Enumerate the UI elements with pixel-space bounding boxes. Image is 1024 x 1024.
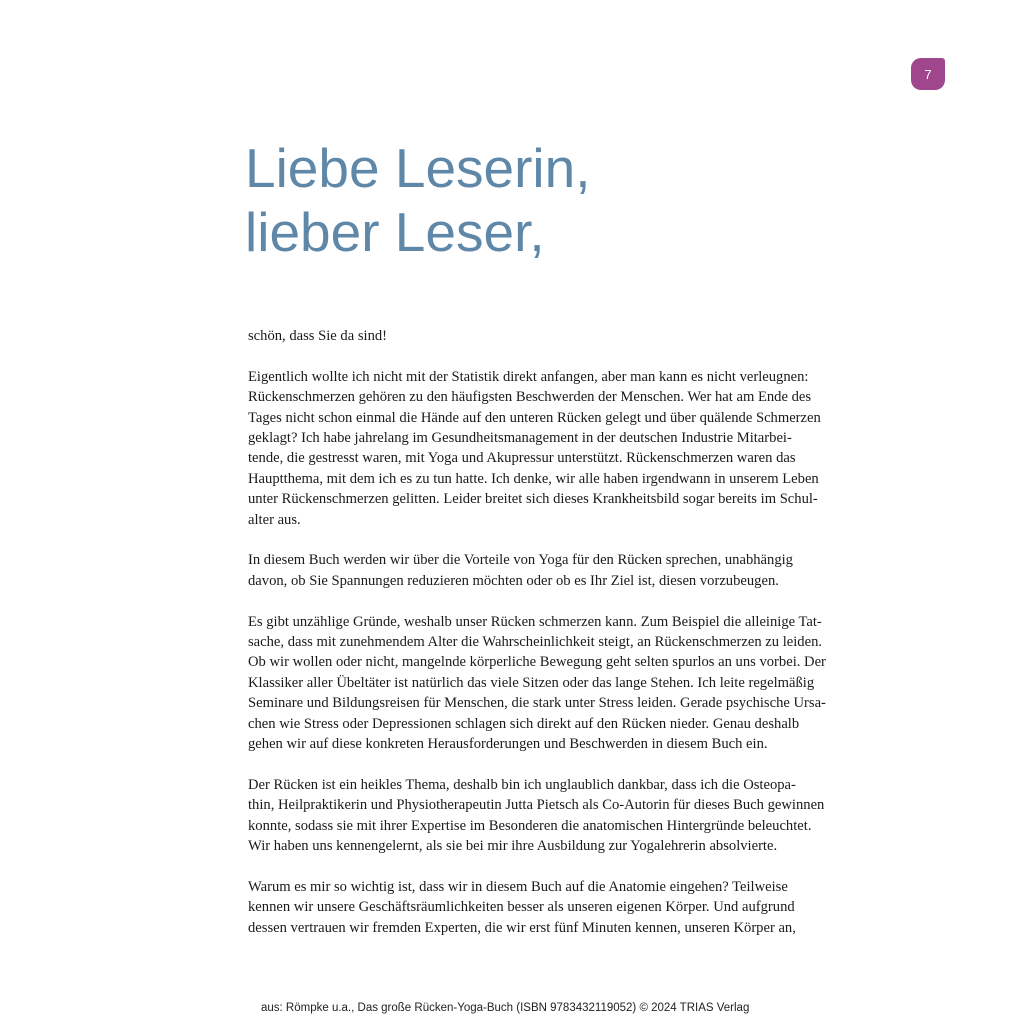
body-text [248, 326, 893, 959]
text-line: In diesem Buch werden wir über die Vorteile von Yoga für den Rücken sprechen, unabhängig [248, 552, 793, 569]
text-line: dessen vertrauen wir fremden Experten, die wir erst fünf Minuten kennen, unseren Körper an, [248, 919, 796, 936]
page-title [245, 136, 591, 264]
text-line: tende, die gestresst waren, mit Yoga und Akupressur unterstützt. Rückenschmerzen waren das [248, 450, 796, 467]
text-line: Es gibt unzählige Gründe, weshalb unser Rücken schmerzen kann. Zum Beispiel die alleinige Tat- [248, 613, 822, 630]
title-line: lieber Leser, [245, 201, 545, 263]
text-line: unter Rückenschmerzen gelitten. Leider breitet sich dieses Krankheitsbild sogar bereits im Schul- [248, 491, 818, 508]
text-line: Rückenschmerzen gehören zu den häufigsten Beschwerden der Menschen. Wer hat am Ende des [248, 389, 812, 406]
text-line: geklagt? Ich habe jahrelang im Gesundheitsmanagement in der deutschen Industrie Mitarbei- [248, 430, 792, 447]
text-line: Der Rücken ist ein heikles Thema, deshalb bin ich unglaublich dankbar, dass ich die Osteopa- [248, 776, 796, 793]
text-line: Hauptthema, mit dem ich es zu tun hatte. Ich denke, wir alle haben irgendwann in unserem Leben [248, 470, 819, 487]
paragraph [248, 326, 893, 346]
text-line: kennen wir unsere Geschäftsräumlichkeiten besser als unseren eigenen Körper. Und aufgrund [248, 899, 795, 916]
text-line: konnte, sodass sie mit ihrer Expertise im Besonderen die anatomischen Hintergründe beleuchtet. [248, 817, 812, 834]
text-line: Seminare und Bildungsreisen für Menschen, die stark unter Stress leiden. Gerade psychische Ursa- [248, 695, 826, 712]
text-line: sache, dass mit zunehmendem Alter die Wahrscheinlichkeit steigt, an Rückenschmerzen zu leiden. [248, 634, 823, 651]
text-line: davon, ob Sie Spannungen reduzieren möchten oder ob es Ihr Ziel ist, diesen vorzubeugen. [248, 572, 779, 589]
text-line: gehen wir auf diese konkreten Herausforderungen und Beschwerden in diesem Buch ein. [248, 736, 768, 753]
text-line: schön, dass Sie da sind! [248, 328, 388, 344]
text-line: chen wie Stress oder Depressionen schlagen sich direkt auf den Rücken nieder. Genau deshalb [248, 715, 800, 732]
text-line: Tages nicht schon einmal die Hände auf den unteren Rücken gelegt und über quälende Schmerzen [248, 409, 821, 426]
text-line: Eigentlich wollte ich nicht mit der Statistik direkt anfangen, aber man kann es nicht verleugnen: [248, 368, 809, 385]
text-line: thin, Heilpraktikerin und Physiotherapeutin Jutta Pietsch als Co-Autorin für dieses Buch gewinnen [248, 797, 825, 814]
page-number-badge: 7 [911, 58, 945, 90]
paragraph [248, 775, 893, 857]
text-line: Warum es mir so wichtig ist, dass wir in diesem Buch auf die Anatomie eingehen? Teilweise [248, 878, 788, 895]
paragraph [248, 612, 893, 755]
text-line: Klassiker aller Übeltäter ist natürlich das viele Sitzen oder das lange Stehen. Ich leite regelmäßig [248, 674, 815, 691]
text-line: alter aus. [248, 511, 301, 528]
paragraph [248, 367, 893, 530]
text-line: Wir haben uns kennengelernt, als sie bei mir ihre Ausbildung zur Yogalehrerin absolvierte. [248, 838, 778, 855]
source-footer: aus: Römpke u.a., Das große Rücken-Yoga-Buch (ISBN 9783432119052) © 2024 TRIAS Verlag [261, 1002, 750, 1014]
paragraph [248, 877, 893, 938]
title-line: Liebe Leserin, [245, 137, 591, 199]
paragraph [248, 550, 893, 591]
text-line: Ob wir wollen oder nicht, mangelnde körperliche Bewegung geht selten spurlos an uns vorbei. Der [248, 654, 826, 671]
